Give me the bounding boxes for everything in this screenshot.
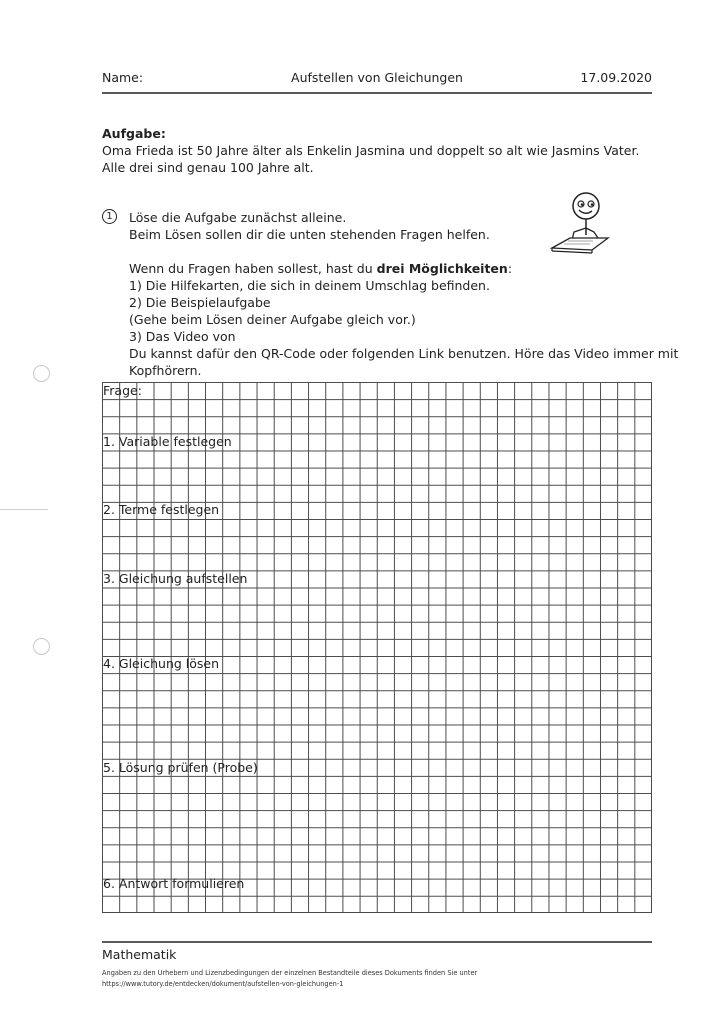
help-intro-text: Wenn du Fragen haben sollest, hast du xyxy=(129,261,377,276)
help-intro-colon: : xyxy=(507,261,513,276)
grid-label-solve: 4. Gleichung lösen xyxy=(103,656,220,671)
grid-label-answer: 6. Antwort formulieren xyxy=(103,876,245,891)
help-option: 2) Die Beispielaufgabe xyxy=(129,295,271,310)
task-text-line: Oma Frieda ist 50 Jahre älter als Enkelin Jasmina und doppelt so alt wie Jasmins Vater. xyxy=(102,143,640,158)
footer-divider xyxy=(102,941,652,943)
grid-label-equation: 3. Gleichung aufstellen xyxy=(103,571,248,586)
grid-label-question: Frage: xyxy=(103,383,142,398)
page-header xyxy=(102,70,652,94)
punch-hole-top xyxy=(33,365,50,382)
task-title: Aufgabe: xyxy=(102,126,166,141)
worksheet-date: 17.09.2020 xyxy=(580,70,652,85)
footer-license-note xyxy=(102,968,477,990)
worksheet-title: Aufstellen von Gleichungen xyxy=(291,70,463,85)
answer-grid xyxy=(102,382,652,913)
help-intro-emphasis: drei Möglichkeiten xyxy=(376,261,508,276)
fold-mark xyxy=(0,509,48,510)
task-section xyxy=(102,125,662,176)
grid-label-terms: 2. Terme festlegen xyxy=(103,502,220,517)
name-label: Name: xyxy=(102,70,144,85)
step-instruction: Löse die Aufgabe zunächst alleine. xyxy=(129,210,347,225)
license-text: Angaben zu den Urhebern und Lizenzbedingungen der einzelnen Bestandteile dieses Dokuments finden Sie unter xyxy=(102,969,478,977)
grid-label-variable: 1. Variable festlegen xyxy=(103,434,232,449)
footer-subject: Mathematik xyxy=(102,947,177,962)
step-number-badge: 1 xyxy=(102,209,117,224)
help-option: 3) Das Video von xyxy=(129,329,236,344)
help-option: Kopfhörern. xyxy=(129,363,202,378)
step-instruction: Beim Lösen sollen dir die unten stehenden Fragen helfen. xyxy=(129,227,490,242)
license-link[interactable]: https://www.tutory.de/entdecken/dokument/aufstellen-von-gleichungen-1 xyxy=(102,980,344,988)
help-option: 1) Die Hilfekarten, die sich in deinem Umschlag befinden. xyxy=(129,278,490,293)
help-option: Du kannst dafür den QR-Code oder folgenden Link benutzen. Höre das Video immer mit xyxy=(129,346,679,361)
help-option: (Gehe beim Lösen deiner Aufgabe gleich vor.) xyxy=(129,312,416,327)
punch-hole-bottom xyxy=(33,638,50,655)
task-text-line: Alle drei sind genau 100 Jahre alt. xyxy=(102,160,314,175)
help-intro xyxy=(129,260,659,277)
grid-label-check: 5. Lösung prüfen (Probe) xyxy=(103,760,258,775)
header-divider xyxy=(102,92,652,94)
reading-figure-icon xyxy=(548,188,618,258)
